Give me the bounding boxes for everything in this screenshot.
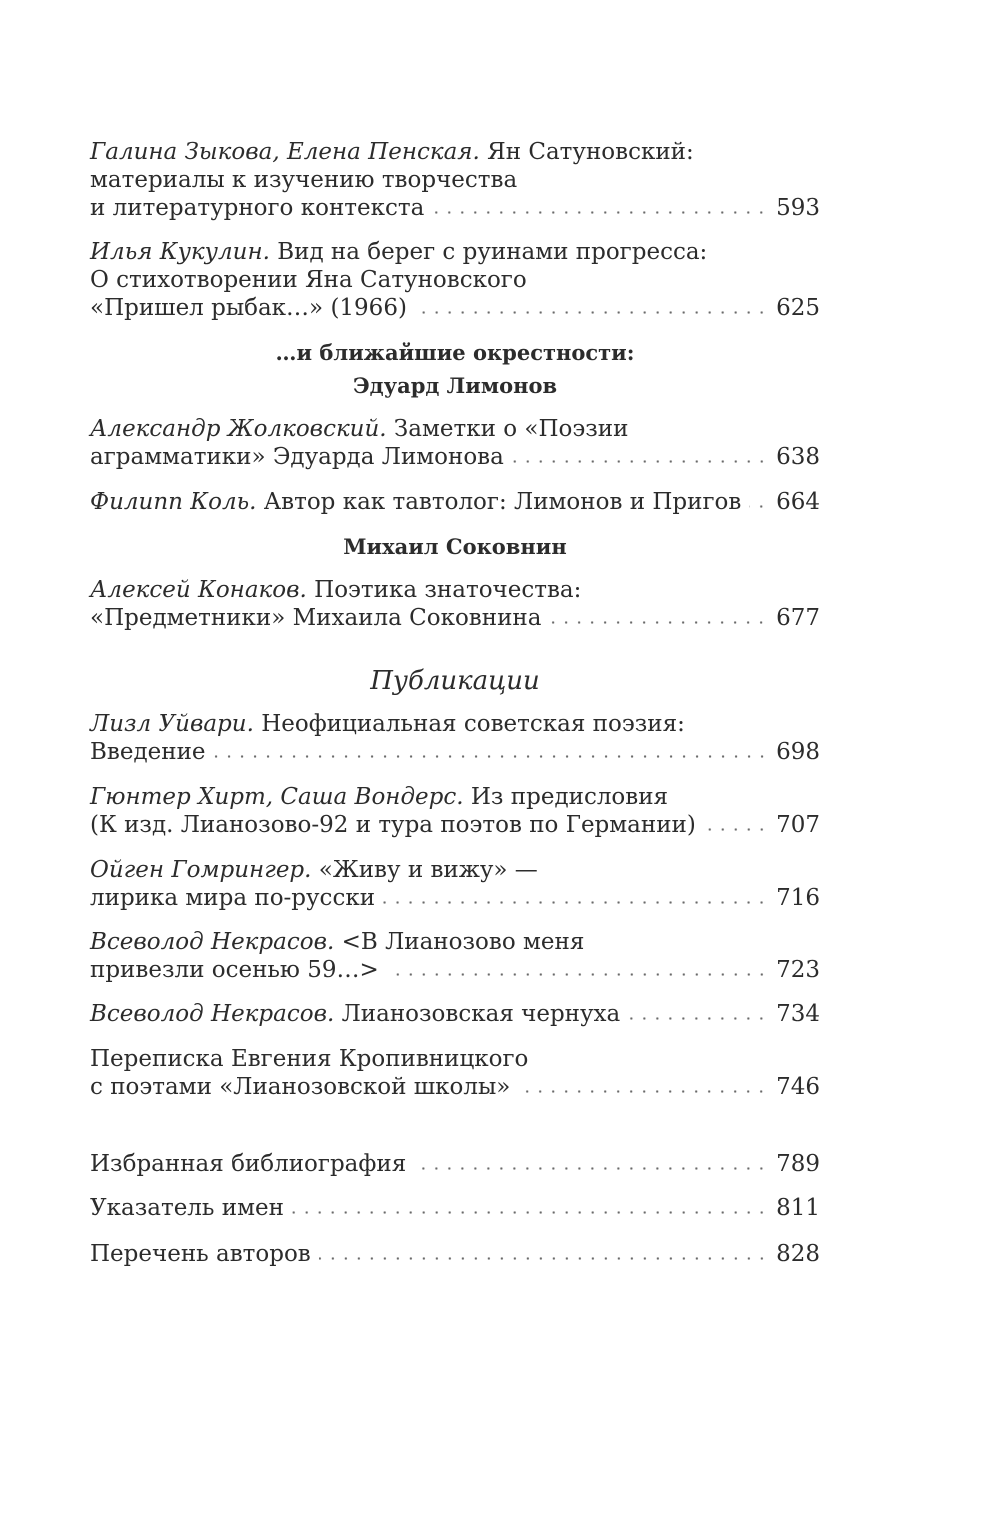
entry-title: Неофициальная советская поэзия: <box>253 711 685 737</box>
entry-author: Илья Кукулин. <box>90 239 270 265</box>
page-number: 716 <box>776 885 820 911</box>
page-number: 811 <box>776 1195 820 1221</box>
entry-title: материалы к изучению творчества <box>90 167 518 193</box>
entry-author: Всеволод Некрасов. <box>90 1001 335 1027</box>
dot-leader <box>749 505 768 508</box>
toc-entry <box>90 928 820 984</box>
entry-title: «Пришел рыбак…» (1966) <box>90 295 407 321</box>
entry-title: и литературного контекста <box>90 195 425 221</box>
entry-author: Филипп Коль. <box>90 489 257 515</box>
entry-title: Перечень авторов <box>90 1241 311 1267</box>
entry-title: Переписка Евгения Кропивницкого <box>90 1046 529 1072</box>
page-number: 828 <box>776 1241 820 1267</box>
dot-leader <box>415 311 768 314</box>
dot-leader <box>387 973 768 976</box>
dot-leader <box>512 460 768 463</box>
toc-entry <box>90 576 820 632</box>
toc-entry <box>90 488 820 516</box>
page-number: 593 <box>776 195 820 221</box>
entry-title: Избранная библиография <box>90 1151 407 1177</box>
entry-author: Александр Жолковский. <box>90 416 387 442</box>
page-number: 625 <box>776 295 820 321</box>
entry-title: «Живу и вижу» — <box>311 857 538 883</box>
dot-leader <box>292 1211 768 1214</box>
entry-title: Вид на берег с руинами прогресса: <box>269 239 708 265</box>
dot-leader <box>432 211 768 214</box>
page-number: 707 <box>776 812 820 838</box>
entry-author: Всеволод Некрасов. <box>90 929 335 955</box>
dot-leader <box>518 1090 768 1093</box>
toc-entry <box>90 238 820 322</box>
page-number: 734 <box>776 1001 820 1027</box>
toc-entry <box>90 1000 820 1028</box>
entry-title: лирика мира по-русски <box>90 885 376 911</box>
entry-title: Заметки о «Поэзии <box>386 416 629 442</box>
section-heading-publications: Публикации <box>370 666 540 696</box>
entry-author: Лизл Уйвари. <box>90 711 254 737</box>
entry-title: Автор как тавтолог: Лимонов и Пригов <box>256 489 742 515</box>
page-number: 638 <box>776 444 820 470</box>
dot-leader <box>414 1167 768 1170</box>
dot-leader <box>628 1017 768 1020</box>
dot-leader <box>704 828 768 831</box>
entry-author: Алексей Конаков. <box>90 577 307 603</box>
entry-title: Введение <box>90 739 206 765</box>
page-number: 746 <box>776 1074 820 1100</box>
toc-entry <box>90 710 820 766</box>
entry-author: Ойген Гомрингер. <box>90 857 312 883</box>
toc-entry <box>90 1194 820 1222</box>
dot-leader <box>383 901 768 904</box>
page-number: 789 <box>776 1151 820 1177</box>
entry-title: Ян Сатуновский: <box>479 139 694 165</box>
entry-title: аграмматики» Эдуарда Лимонова <box>90 444 504 470</box>
dot-leader <box>549 621 768 624</box>
entry-author: Гюнтер Хирт, Саша Вондерс. <box>90 784 464 810</box>
toc-entry <box>90 1045 820 1101</box>
entry-title: «Предметники» Михаила Соковнина <box>90 605 542 631</box>
entry-title: (К изд. Лианозово-92 и тура поэтов по Германии) <box>90 812 696 838</box>
entry-title: Лианозовская чернуха <box>334 1001 621 1027</box>
entry-title: привезли осенью 59…> <box>90 957 379 983</box>
entry-title: с поэтами «Лианозовской школы» <box>90 1074 511 1100</box>
toc-entry <box>90 1150 820 1178</box>
section-heading: …и ближайшие окрестности: <box>275 340 635 365</box>
entry-title: О стихотворении Яна Сатуновского <box>90 267 527 293</box>
dot-leader <box>319 1257 768 1260</box>
toc-entry <box>90 783 820 839</box>
entry-author: Галина Зыкова, Елена Пенская. <box>90 139 480 165</box>
toc-entry <box>90 138 820 222</box>
entry-title: Поэтика знаточества: <box>306 577 582 603</box>
toc-entry <box>90 856 820 912</box>
entry-title: Указатель имен <box>90 1195 284 1221</box>
toc-entry <box>90 1240 820 1268</box>
page-number: 677 <box>776 605 820 631</box>
dot-leader <box>214 755 769 758</box>
section-heading: Михаил Соковнин <box>343 534 567 559</box>
page-number: 698 <box>776 739 820 765</box>
section-heading: Эдуард Лимонов <box>352 373 558 398</box>
entry-title: <В Лианозово меня <box>334 929 585 955</box>
page-number: 664 <box>776 489 820 515</box>
entry-title: Из предисловия <box>463 784 669 810</box>
page-number: 723 <box>776 957 820 983</box>
toc-entry <box>90 415 820 471</box>
